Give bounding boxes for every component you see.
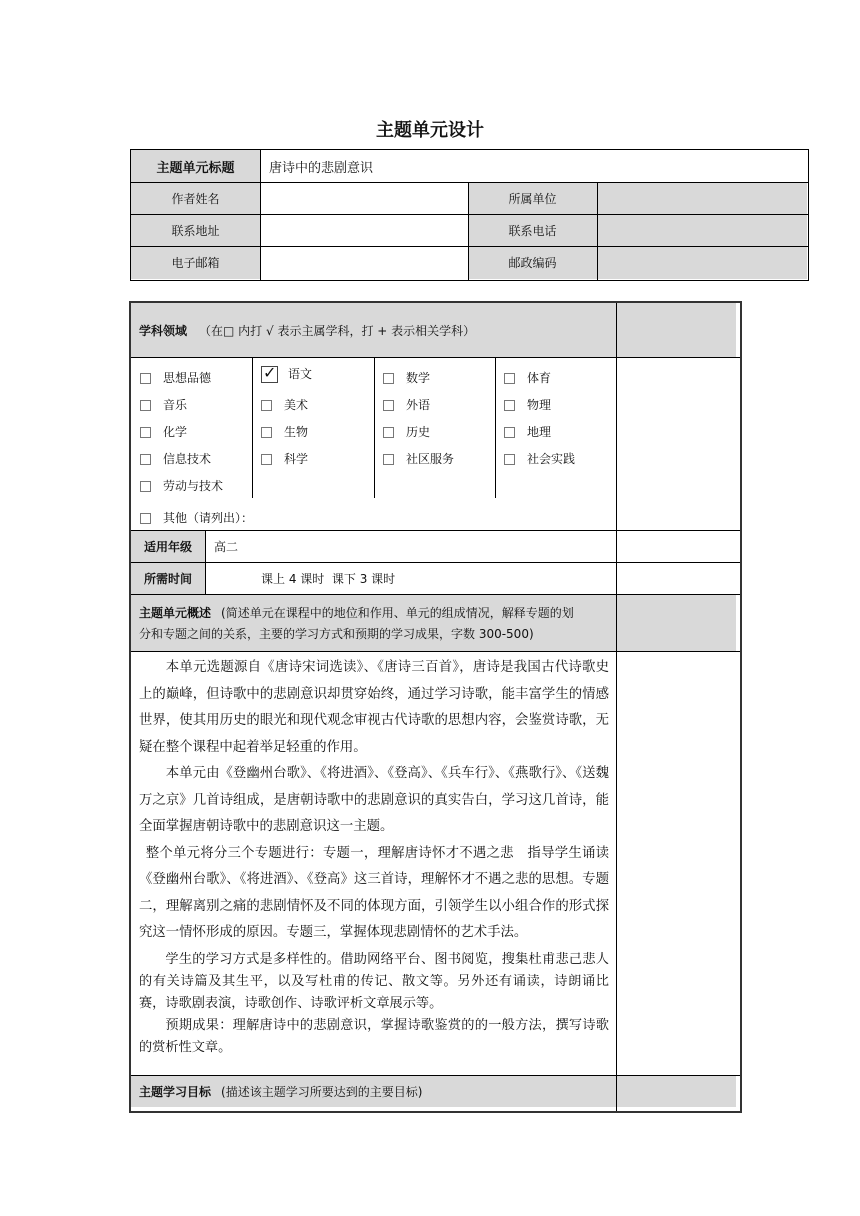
author-field[interactable] [261,183,467,213]
title-value: 唐诗中的悲剧意识 [269,160,374,176]
subject-item[interactable]: 社区服务 [383,450,454,467]
subject-area-hint: （在□ 内打 √ 表示主属学科，打 + 表示相关学科） [199,323,476,338]
subject-item[interactable]: 劳动与技术 [140,477,223,494]
subject-item[interactable]: 信息技术 [140,450,211,467]
address-label: 联系地址 [171,223,220,238]
postcode-field[interactable] [598,247,806,278]
subject-item[interactable]: 物理 [504,396,551,413]
org-field[interactable] [598,183,806,213]
other-subject[interactable]: 其他（请列出）： [140,509,253,526]
subject-item[interactable]: 体育 [504,369,551,386]
time-value: 课上 4 课时 课下 3 课时 [261,571,396,586]
subject-item[interactable]: 思想品德 [140,369,211,386]
subject-item[interactable]: 数学 [383,369,430,386]
subject-item[interactable]: 音乐 [140,396,187,413]
overview-label: 主题单元概述 [139,606,212,620]
checkbox[interactable] [261,454,272,465]
subject-item[interactable]: 历史 [383,423,430,440]
postcode-label: 邮政编码 [508,256,557,270]
subject-item[interactable]: 地理 [504,423,551,440]
subject-item[interactable]: 社会实践 [504,450,575,467]
checkbox[interactable] [140,481,151,492]
overview-paragraph: 学生的学习方式是多样性的。借助网络平台、图书阅览，搜集杜甫悲己悲人的有关诗篇及其生平，以及写杜甫的传记、散文等。另外还有诵读，诗朗诵比赛，诗歌剧表演，诗歌创作、诗歌评析文章展示等。 [139,951,609,1011]
checkbox[interactable] [261,427,272,438]
subject-item[interactable]: 美术 [261,396,308,413]
checkbox[interactable] [383,400,394,411]
checkbox[interactable] [140,513,151,524]
author-label: 作者姓名 [171,191,220,206]
grade-label: 适用年级 [143,539,192,554]
checkbox[interactable] [504,400,515,411]
subject-area-label: 学科领域 [139,323,188,338]
address-field[interactable] [261,215,467,245]
checkbox[interactable] [140,400,151,411]
checkbox[interactable] [504,373,515,384]
subject-item[interactable]: 外语 [383,396,430,413]
info-table [130,149,809,281]
overview-hint-2: 分和专题之间的关系，主要的学习方式和预期的学习成果，字数 300-500) [139,627,534,641]
page-title: 主题单元设计 [376,120,484,141]
checkbox[interactable] [383,454,394,465]
checkbox-checked[interactable] [261,363,278,383]
overview-body [139,655,609,1059]
overview-paragraph: 整个单元将分三个专题进行：专题一，理解唐诗怀才不遇之悲 指导学生诵读《登幽州台歌》、《将进酒》、《登高》这三首诗，理解怀才不遇之悲的思想。专题二，理解离别之痛的悲剧情怀及不同的体现方面，引领学生以小组合作的形式探究这一情怀形成的原因。专题三，掌握体现悲剧情怀的艺术手法。 [139,845,609,940]
email-label: 电子邮箱 [171,256,220,270]
checkbox[interactable] [140,454,151,465]
phone-field[interactable] [598,215,806,245]
checkbox[interactable] [383,427,394,438]
subject-item-checked[interactable]: ✓ 语文 [263,363,313,382]
checkbox[interactable] [504,454,515,465]
checkbox[interactable] [504,427,515,438]
email-field[interactable] [261,247,467,278]
overview-paragraph: 本单元选题源自《唐诗宋词选读》、《唐诗三百首》，唐诗是我国古代诗歌史上的巅峰，但诗歌中的悲剧意识却贯穿始终，通过学习诗歌，能丰富学生的情感世界，使其用历史的眼光和现代观念审视古代诗歌的思想内容，会鉴赏诗歌，无疑在整个课程中起着举足轻重的作用。 [139,660,609,755]
grade-value: 高二 [214,539,239,554]
subject-item[interactable]: 科学 [261,450,308,467]
phone-label: 联系电话 [508,223,557,238]
goals-hint: (描述该主题学习所要达到的主要目标) [221,1084,423,1099]
time-label: 所需时间 [143,571,192,586]
subject-item[interactable]: 生物 [261,423,308,440]
overview-paragraph: 本单元由《登幽州台歌》、《将进酒》、《登高》、《兵车行》、《燕歌行》、《送魏万之京》几首诗组成，是唐朝诗歌中的悲剧意识的真实告白，学习这几首诗，能全面掌握唐朝诗歌中的悲剧意识这一主题。 [139,766,609,834]
goals-label: 主题学习目标 [139,1084,212,1099]
overview-paragraph: 预期成果：理解唐诗中的悲剧意识，掌握诗歌鉴赏的的一般方法，撰写诗歌的赏析性文章。 [139,1017,609,1055]
design-table [129,301,742,1113]
checkbox[interactable] [261,400,272,411]
overview-hint: (简述单元在课程中的地位和作用、单元的组成情况，解释专题的划 [221,606,574,620]
check-icon: ✓ [263,363,277,382]
subject-item[interactable]: 化学 [140,423,187,440]
org-label: 所属单位 [508,191,557,206]
checkbox[interactable] [140,373,151,384]
title-label: 主题单元标题 [156,160,235,176]
checkbox[interactable] [383,373,394,384]
checkbox[interactable] [140,427,151,438]
